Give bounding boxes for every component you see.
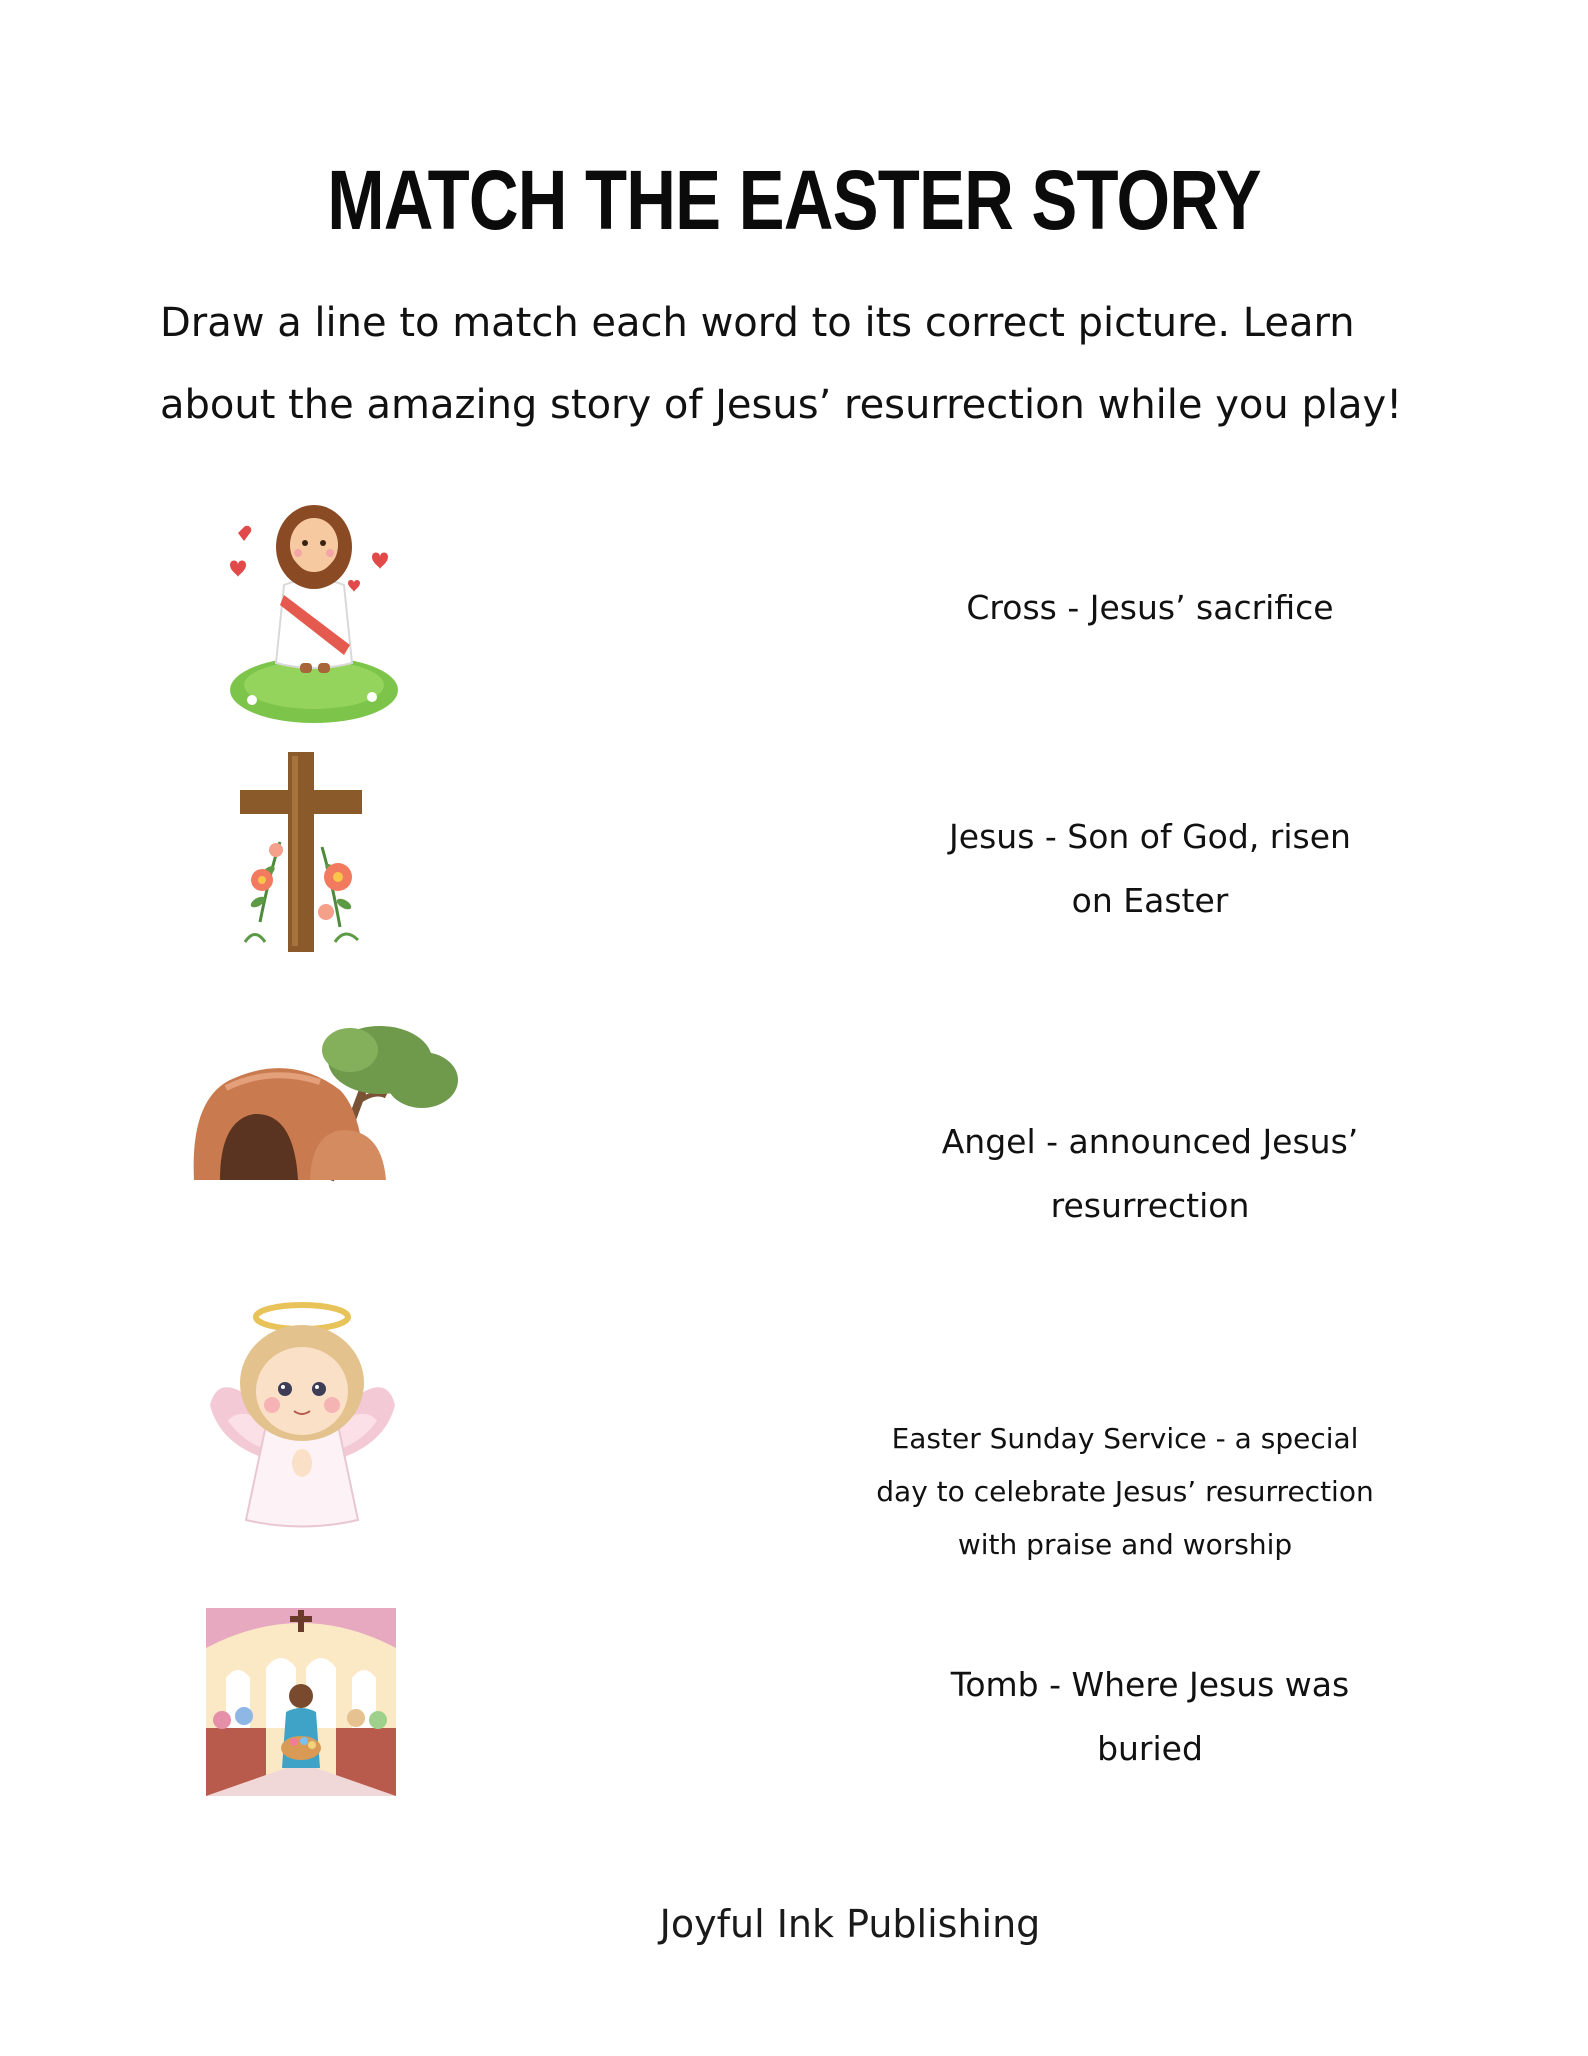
- label-tomb: [880, 1653, 1420, 1781]
- publisher-footer: Joyful Ink Publishing: [659, 1902, 1041, 1946]
- instructions-line-1: Draw a line to match each word to its correct picture. Learn: [160, 300, 1355, 346]
- label-jesus-line-2: on Easter: [1071, 881, 1229, 920]
- label-angel-line-1: Angel - announced Jesus’: [941, 1122, 1359, 1161]
- label-tomb-line-2: buried: [1097, 1729, 1203, 1768]
- label-easter-service-line-3: with praise and worship: [957, 1528, 1293, 1561]
- jesus-on-grass-icon: [222, 485, 402, 725]
- angel-icon: [210, 1295, 395, 1530]
- cross-with-flowers-icon: [240, 752, 362, 952]
- label-tomb-line-1: Tomb - Where Jesus was: [950, 1665, 1350, 1704]
- church-service-icon: [206, 1608, 396, 1796]
- label-angel-line-2: resurrection: [1050, 1186, 1250, 1225]
- tomb-with-tree-icon: [190, 1020, 465, 1185]
- instructions: [160, 282, 1460, 446]
- instructions-line-2: about the amazing story of Jesus’ resurrection while you play!: [160, 382, 1403, 428]
- label-jesus-line-1: Jesus - Son of God, risen: [949, 817, 1351, 856]
- label-easter-service-line-2: day to celebrate Jesus’ resurrection: [876, 1475, 1374, 1508]
- page-title: MATCH THE EASTER STORY: [327, 153, 1261, 247]
- label-cross-line-1: Cross - Jesus’ sacrifice: [966, 588, 1334, 627]
- label-jesus: [880, 805, 1420, 933]
- label-angel: [880, 1110, 1420, 1238]
- label-easter-service: [840, 1412, 1410, 1571]
- label-easter-service-line-1: Easter Sunday Service - a special: [891, 1422, 1359, 1455]
- label-cross: [880, 576, 1420, 640]
